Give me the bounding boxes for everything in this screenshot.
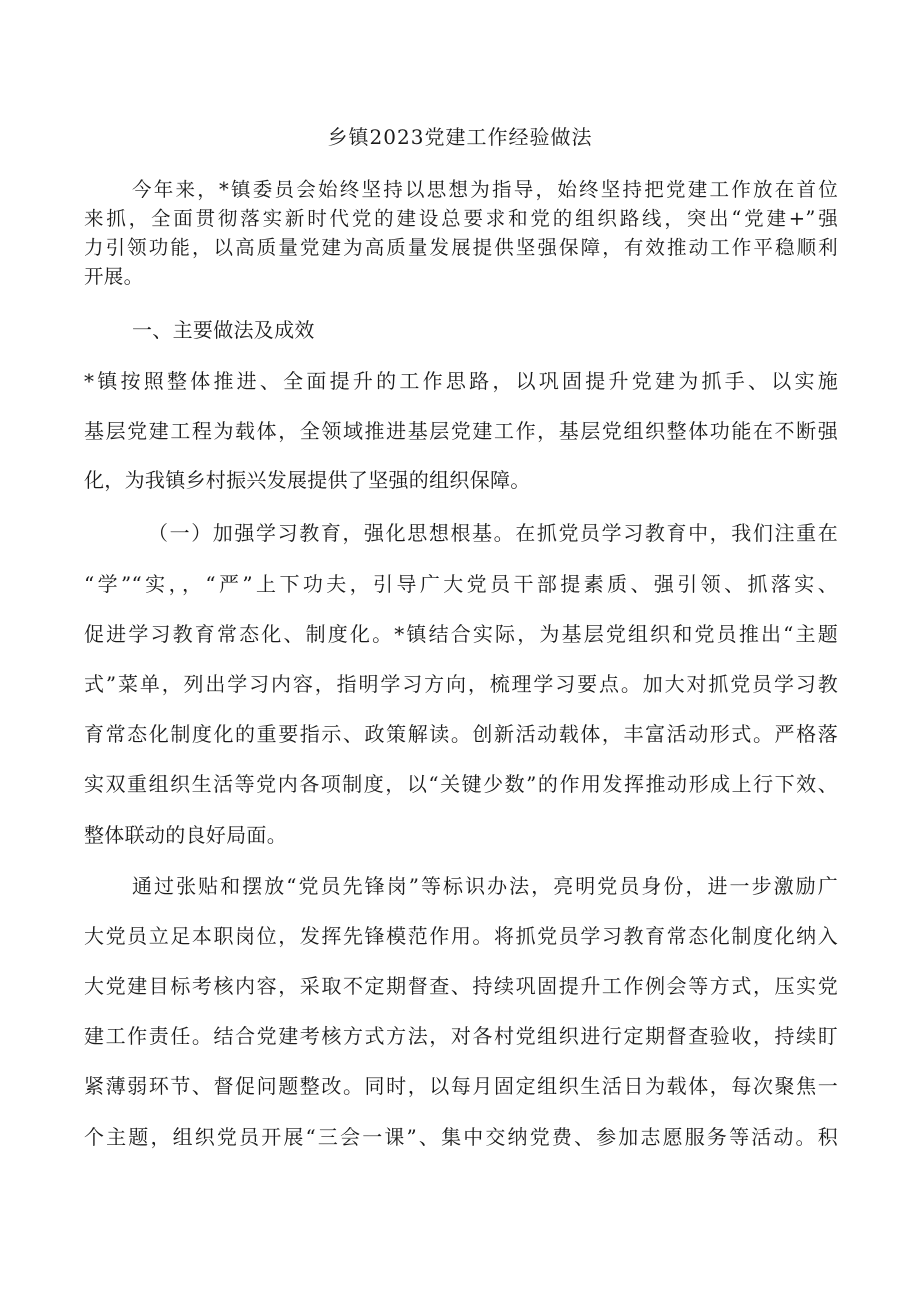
paragraph-1-line-4: 开展。 bbox=[84, 265, 144, 288]
paragraph-4-line-3: 大党建目标考核内容，采取不定期督查、持续巩固提升工作例会等方式，压实党 bbox=[84, 974, 838, 998]
paragraph-2-line-3: 化，为我镇乡村振兴发展提供了坚强的组织保障。 bbox=[84, 468, 531, 492]
paragraph-3-line-3: 促进学习教育常态化、制度化。*镇结合实际，为基层党组织和党员推出“主题 bbox=[84, 622, 838, 646]
paragraph-3-line-2: “学”“实，，“严”上下功夫，引导广大党员干部提素质、强引领、抓落实、 bbox=[84, 572, 838, 596]
paragraph-4-line-1: 通过张贴和摆放“党员先锋岗”等标识办法，亮明党员身份，进一步激励广 bbox=[132, 874, 838, 898]
paragraph-4-line-4: 建工作责任。结合党建考核方式方法，对各村党组织进行定期督查验收，持续盯 bbox=[84, 1024, 838, 1048]
paragraph-4-line-2: 大党员立足本职岗位，发挥先锋模范作用。将抓党员学习教育常态化制度化纳入 bbox=[84, 924, 838, 948]
paragraph-2-line-2: 基层党建工程为载体，全领域推进基层党建工作，基层党组织整体功能在不断强 bbox=[84, 419, 838, 443]
paragraph-1-line-2: 来抓，全面贯彻落实新时代党的建设总要求和党的组织路线，突出“党建+”强 bbox=[84, 207, 838, 230]
paragraph-4-line-6: 个主题，组织党员开展“三会一课”、集中交纳党费、参加志愿服务等活动。积 bbox=[84, 1125, 838, 1149]
paragraph-3-line-1: （一）加强学习教育，强化思想根基。在抓党员学习教育中，我们注重在 bbox=[148, 521, 838, 545]
paragraph-1-line-1: 今年来，*镇委员会始终坚持以思想为指导，始终坚持把党建工作放在首位 bbox=[132, 178, 838, 201]
paragraph-3-line-4: 式”菜单，列出学习内容，指明学习方向，梳理学习要点。加大对抓党员学习教 bbox=[84, 672, 838, 696]
paragraph-1-line-3: 力引领功能，以高质量党建为高质量发展提供坚强保障，有效推动工作平稳顺利 bbox=[84, 236, 838, 259]
document-title: 乡镇2023党建工作经验做法 bbox=[327, 125, 593, 149]
paragraph-2-line-1: *镇按照整体推进、全面提升的工作思路，以巩固提升党建为抓手、以实施 bbox=[84, 369, 838, 393]
paragraph-3-line-6: 实双重组织生活等党内各项制度，以“关键少数”的作用发挥推动形成上行下效、 bbox=[84, 772, 838, 796]
paragraph-3-line-7: 整体联动的良好局面。 bbox=[84, 823, 287, 847]
section-heading-1: 一、主要做法及成效 bbox=[132, 318, 315, 342]
paragraph-4-line-5: 紧薄弱环节、督促问题整改。同时，以每月固定组织生活日为载体，每次聚焦一 bbox=[84, 1074, 838, 1098]
paragraph-3-line-5: 育常态化制度化的重要指示、政策解读。创新活动载体，丰富活动形式。严格落 bbox=[84, 722, 838, 746]
